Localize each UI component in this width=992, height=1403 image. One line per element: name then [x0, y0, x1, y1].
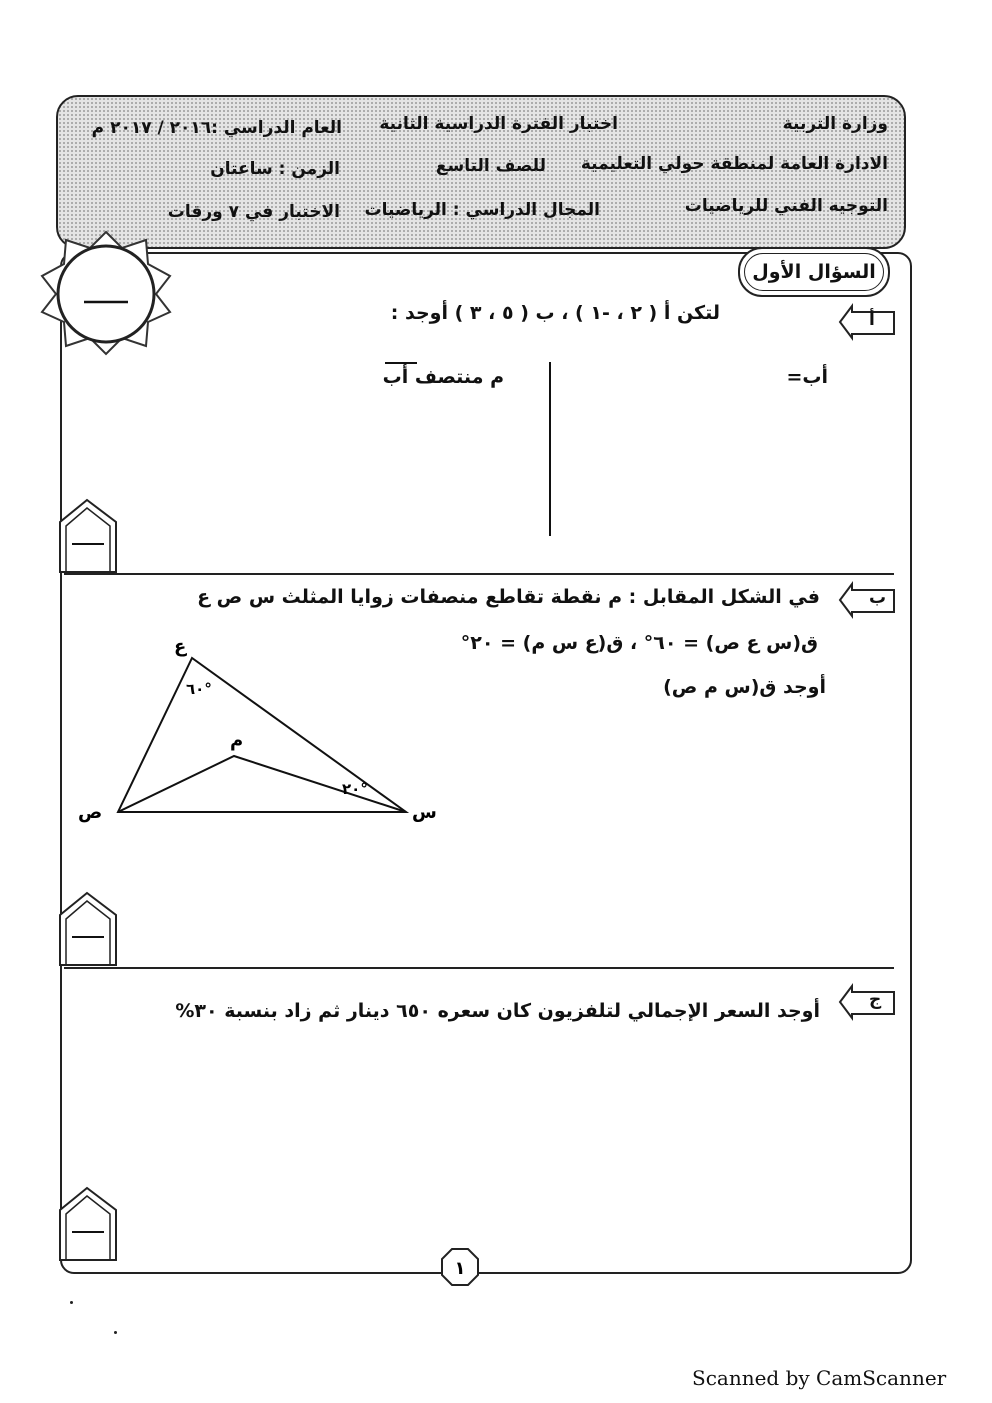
ab-length-label: أب= [786, 366, 828, 388]
score-box-c [52, 1180, 122, 1262]
vertex-right-label: س [412, 802, 437, 823]
vertex-left-label: ص [78, 802, 103, 823]
part-c-tab [838, 982, 898, 1022]
supervision-text: التوجيه الفني للرياضيات [684, 196, 888, 216]
segment-bar [385, 362, 417, 364]
school-year-text: العام الدراسي :٢٠١٦ / ٢٠١٧ م [91, 118, 342, 138]
scan-dot [114, 1331, 117, 1334]
page-number: ١ [454, 1258, 466, 1279]
page-number-badge [440, 1247, 480, 1287]
grade-text: للصف التاسع [435, 156, 546, 176]
angle-top-label: ٦٠° [186, 680, 212, 698]
part-b-prompt: في الشكل المقابل : م نقطة تقاطع منصفات زوايا المثلث س ص ع [197, 586, 820, 608]
total-score-badge [36, 228, 176, 358]
part-b-label: ب [869, 588, 887, 608]
vertex-top-label: ع [174, 636, 187, 657]
part-b-given: ق(س ع ص) = ٦٠° ، ق(ع س م) = ٢٠° [460, 632, 818, 654]
time-text: الزمن : ساعتان [210, 159, 340, 179]
pages-text: الاختبار في ٧ ورقات [167, 202, 340, 222]
triangle-figure [70, 630, 450, 840]
part-c-label: ج [869, 990, 882, 1010]
subject-text: المجال الدراسي : الرياضيات [364, 200, 600, 220]
score-box-b [52, 885, 122, 967]
question-title: السؤال الأول [744, 253, 884, 291]
part-c-prompt: أوجد السعر الإجمالي لتلفزيون كان سعره ٦٥٠ دينار ثم زاد بنسبة ٣٠% [175, 1000, 820, 1022]
inner-point-label: م [230, 730, 244, 751]
part-b-tab [838, 580, 898, 620]
question-title-box [738, 247, 890, 297]
part-a-tab [838, 302, 898, 342]
directorate-text: الادارة العامة لمنطقة حولي التعليمية [580, 154, 888, 174]
part-a-label: أ [869, 310, 875, 330]
midpoint-label: م منتصف أب [382, 366, 504, 388]
section-divider [64, 573, 894, 575]
scanner-watermark: Scanned by CamScanner [692, 1366, 947, 1390]
answer-divider [549, 362, 551, 536]
scan-dot [70, 1301, 73, 1304]
angle-right-label: ٢٠° [342, 780, 368, 798]
score-box-a [52, 492, 122, 574]
section-divider [64, 967, 894, 969]
part-b-find: أوجد ق(س م ص) [663, 676, 826, 698]
exam-title-text: اختبار الفترة الدراسية الثانية [379, 114, 618, 134]
part-a-prompt: لتكن أ ( ٢ ، -١ ) ، ب ( ٥ ، ٣ ) أوجد : [390, 302, 720, 324]
ministry-text: وزارة التربية [782, 114, 888, 134]
